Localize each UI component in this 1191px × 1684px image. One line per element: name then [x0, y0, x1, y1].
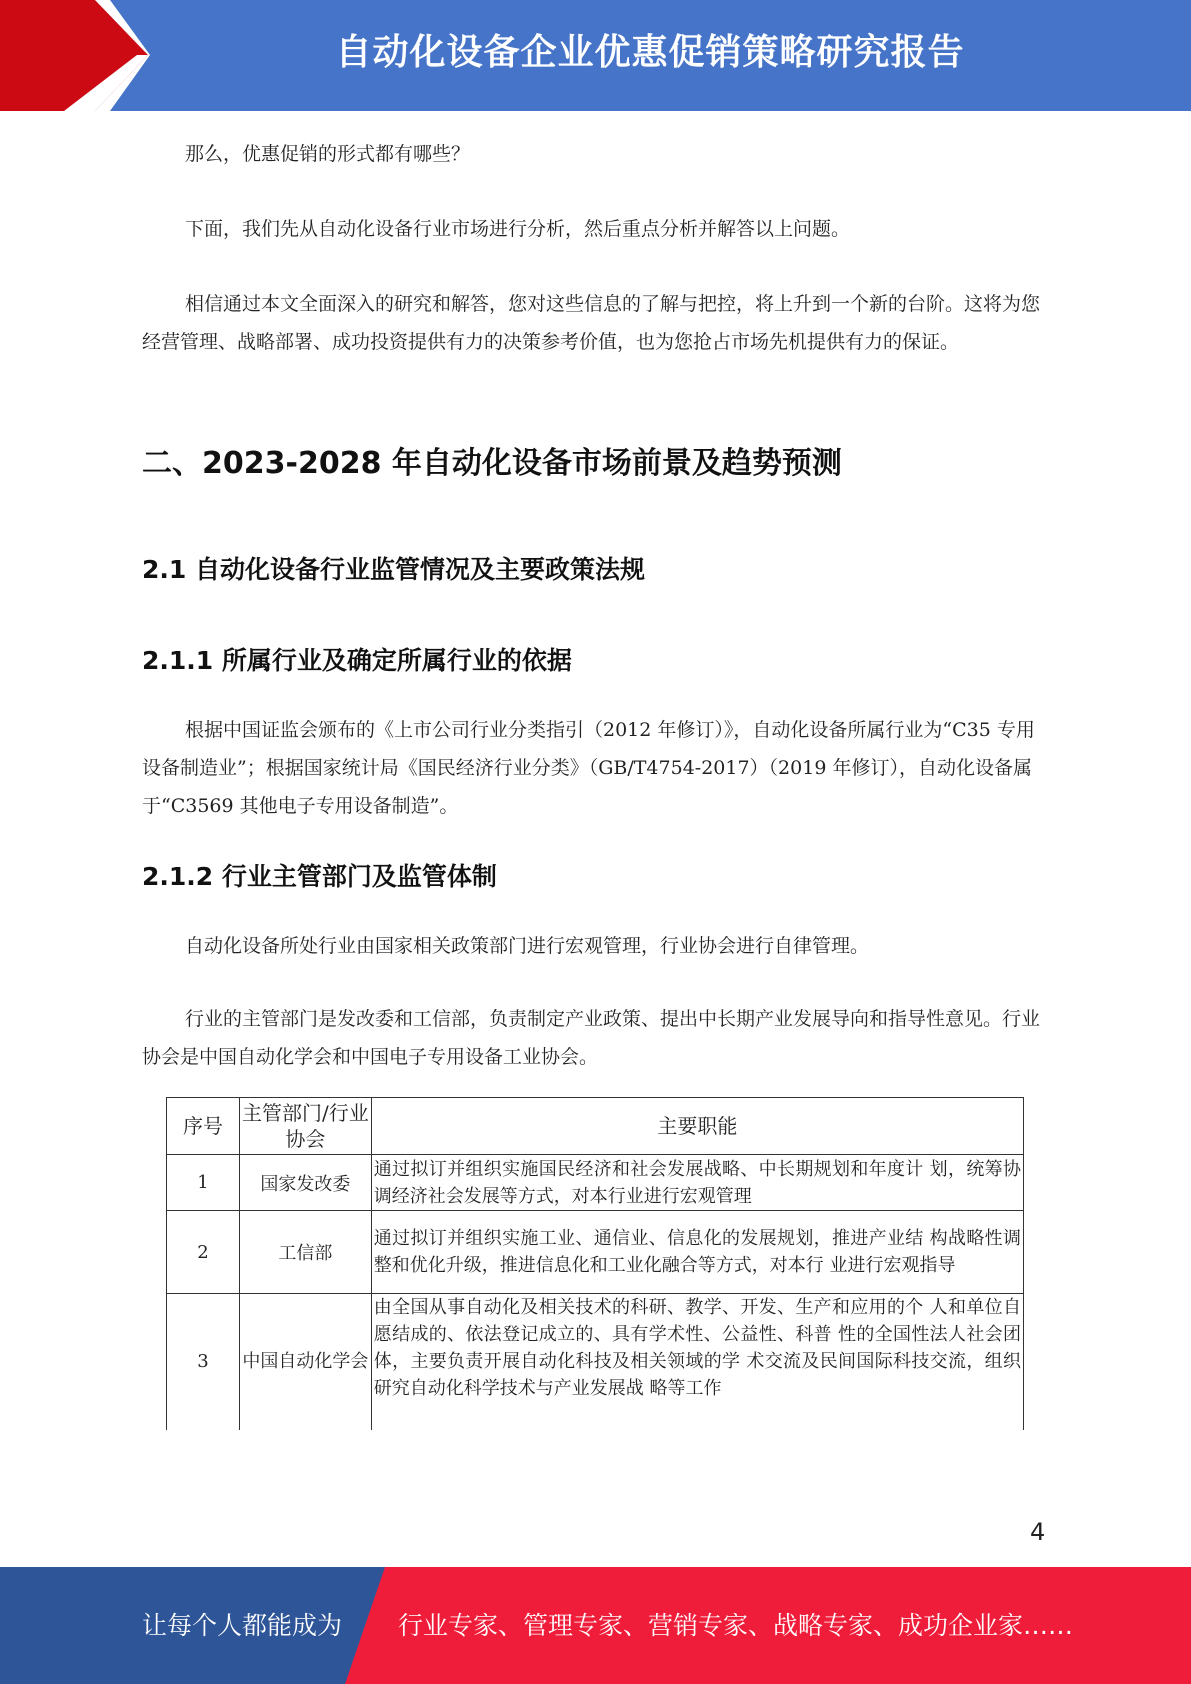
row-dept: 中国自动化学会: [239, 1294, 371, 1430]
table-row: [167, 1155, 1024, 1211]
paragraph-2: 下面，我们先从自动化设备行业市场进行分析，然后重点分析并解答以上问题。: [185, 218, 851, 240]
table-row: [167, 1294, 1024, 1430]
table-header-duty: 主要职能: [371, 1098, 1023, 1155]
footer-slogan-left: 让每个人都能成为: [142, 1611, 343, 1640]
paragraph-3: 相信通过本文全面深入的研究和解答，您对这些信息的了解与把控，将上升到一个新的台阶。这将为您经营管理、战略部署、成功投资提供有力的决策参考价值，也为您抢占市场先机提供有力的保证。: [142, 293, 1041, 353]
footer-slogan-right: 行业专家、管理专家、营销专家、战略专家、成功企业家……: [398, 1611, 1074, 1640]
row-duty: 由全国从事自动化及相关技术的科研、教学、开发、生产和应用的个 人和单位自愿结成的、依法登记成立的、具有学术性、公益性、科普 性的全国性法人社会团体，主要负责开展自动化科技及相关领域的学 术交流及民间国际科技交流，组织研究自动化科学技术与产业发展战 略等工作: [371, 1294, 1023, 1430]
page-footer: [0, 1567, 1191, 1684]
paragraph-5: 自动化设备所处行业由国家相关政策部门进行宏观管理，行业协会进行自律管理。: [185, 935, 870, 957]
row-duty: 通过拟订并组织实施国民经济和社会发展战略、中长期规划和年度计 划，统筹协调经济社会发展等方式，对本行业进行宏观管理: [371, 1155, 1023, 1211]
subsection-heading-2-1: 2.1 自动化设备行业监管情况及主要政策法规: [142, 555, 645, 584]
document-title: 自动化设备企业优惠促销策略研究报告: [335, 32, 965, 73]
row-no: 2: [167, 1211, 240, 1294]
page-header: [0, 0, 1191, 111]
paragraph-4: 根据中国证监会颁布的《上市公司行业分类指引（2012 年修订）》，自动化设备所属行业为“C35 专用设备制造业”；根据国家统计局《国民经济行业分类》（GB/T4754-2017）（2019 年修订），自动化设备属于“C3569 其他电子专用设备制造”。: [142, 719, 1035, 817]
regulator-table: [166, 1097, 1024, 1430]
table-header-row: [167, 1098, 1024, 1155]
subsection-heading-2-1-1: 2.1.1 所属行业及确定所属行业的依据: [142, 646, 572, 675]
row-no: 3: [167, 1294, 240, 1430]
table-header-no: 序号: [167, 1098, 240, 1155]
table-header-dept: 主管部门/行业协会: [239, 1098, 371, 1155]
table-row: [167, 1211, 1024, 1294]
paragraph-6: 行业的主管部门是发改委和工信部，负责制定产业政策、提出中长期产业发展导向和指导性意见。行业协会是中国自动化学会和中国电子专用设备工业协会。: [142, 1008, 1041, 1068]
page-number: 4: [1030, 1518, 1046, 1546]
row-no: 1: [167, 1155, 240, 1211]
section-heading: 二、2023-2028 年自动化设备市场前景及趋势预测: [142, 446, 842, 481]
row-dept: 工信部: [239, 1211, 371, 1294]
row-duty: 通过拟订并组织实施工业、通信业、信息化的发展规划，推进产业结 构战略性调整和优化升级，推进信息化和工业化融合等方式，对本行 业进行宏观指导: [371, 1211, 1023, 1294]
subsection-heading-2-1-2: 2.1.2 行业主管部门及监管体制: [142, 862, 497, 891]
row-dept: 国家发改委: [239, 1155, 371, 1211]
paragraph-1: 那么，优惠促销的形式都有哪些？: [185, 143, 471, 165]
